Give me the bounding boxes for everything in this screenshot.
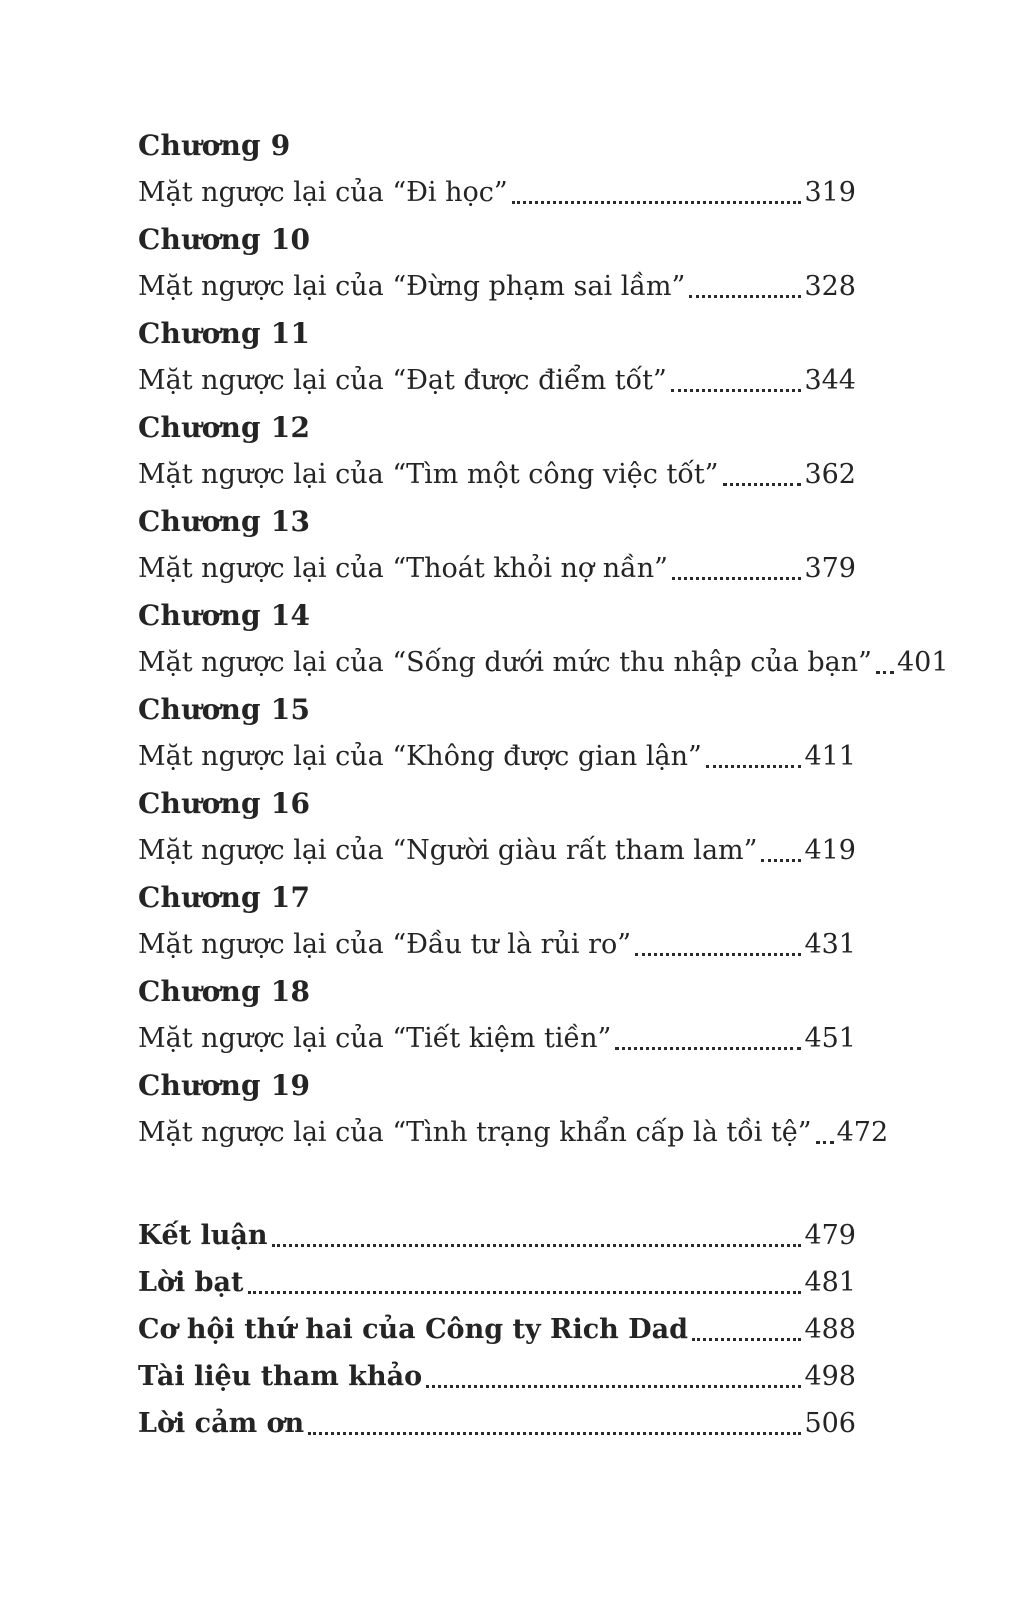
chapter-heading: Chương 13: [138, 505, 311, 538]
toc-chapter-block: [138, 968, 856, 1062]
toc-entry: [138, 451, 856, 498]
dotted-leader: [512, 201, 802, 204]
toc-chapter-block: [138, 1062, 889, 1156]
dotted-leader: [876, 671, 894, 674]
back-matter-title: Tài liệu tham khảo: [138, 1361, 423, 1392]
chapter-list: [138, 122, 949, 1156]
dotted-leader: [816, 1141, 834, 1144]
page-number: 344: [804, 365, 856, 396]
toc-entry: [138, 169, 856, 216]
dotted-leader: [672, 577, 802, 580]
dotted-leader: [248, 1291, 802, 1294]
toc-entry: [138, 639, 949, 686]
page-number: 431: [804, 929, 856, 960]
chapter-heading: Chương 10: [138, 223, 311, 256]
back-matter-title: Lời bạt: [138, 1267, 244, 1298]
chapter-heading: Chương 19: [138, 1069, 311, 1102]
toc-entry: [138, 545, 856, 592]
toc-chapter-block: [138, 592, 949, 686]
page-number: 319: [804, 177, 856, 208]
chapter-title: Mặt ngược lại của “Đạt được điểm tốt”: [138, 365, 667, 396]
page-number: 328: [804, 271, 856, 302]
chapter-heading: Chương 15: [138, 693, 311, 726]
back-matter-title: Kết luận: [138, 1220, 268, 1251]
chapter-title: Mặt ngược lại của “Tình trạng khẩn cấp là tồi tệ”: [138, 1117, 812, 1148]
page-number: 451: [804, 1023, 856, 1054]
chapter-title: Mặt ngược lại của “Đừng phạm sai lầm”: [138, 271, 686, 302]
toc-chapter-block: [138, 874, 856, 968]
toc-entry: [138, 263, 856, 310]
dotted-leader: [308, 1432, 801, 1435]
chapter-title: Mặt ngược lại của “Tiết kiệm tiền”: [138, 1023, 612, 1054]
toc-chapter-block: [138, 216, 856, 310]
toc-entry: [138, 1400, 856, 1447]
page-number: 479: [804, 1220, 856, 1251]
dotted-leader: [723, 483, 802, 486]
page-number: 472: [836, 1117, 889, 1148]
toc-entry: [138, 733, 856, 780]
toc-entry: [138, 1353, 856, 1400]
toc-entry: [138, 1212, 856, 1259]
page-number: 419: [804, 835, 856, 866]
dotted-leader: [426, 1385, 801, 1388]
toc-chapter-block: [138, 780, 856, 874]
chapter-heading: Chương 9: [138, 129, 291, 162]
page-number: 481: [804, 1267, 856, 1298]
toc-entry: [138, 1259, 856, 1306]
toc-entry: [138, 1109, 889, 1156]
toc-chapter-block: [138, 310, 856, 404]
chapter-heading: Chương 16: [138, 787, 311, 820]
chapter-heading: Chương 11: [138, 317, 311, 350]
page-number: 411: [804, 741, 856, 772]
dotted-leader: [689, 295, 801, 298]
back-matter-list: [138, 1212, 856, 1447]
chapter-title: Mặt ngược lại của “Không được gian lận”: [138, 741, 702, 772]
page-number: 362: [804, 459, 856, 490]
page-number: 401: [896, 647, 949, 678]
chapter-heading: Chương 17: [138, 881, 311, 914]
toc-chapter-block: [138, 404, 856, 498]
dotted-leader: [671, 389, 802, 392]
dotted-leader: [615, 1047, 801, 1050]
chapter-heading: Chương 12: [138, 411, 311, 444]
chapter-heading: Chương 18: [138, 975, 311, 1008]
back-matter-title: Cơ hội thứ hai của Công ty Rich Dad: [138, 1314, 688, 1345]
chapter-title: Mặt ngược lại của “Sống dưới mức thu nhập của bạn”: [138, 647, 872, 678]
toc-chapter-block: [138, 122, 856, 216]
toc-entry: [138, 1015, 856, 1062]
dotted-leader: [272, 1244, 802, 1247]
toc-entry: [138, 357, 856, 404]
page-number: 498: [804, 1361, 856, 1392]
dotted-leader: [761, 859, 801, 862]
chapter-title: Mặt ngược lại của “Người giàu rất tham lam”: [138, 835, 758, 866]
toc-chapter-block: [138, 498, 856, 592]
toc-chapter-block: [138, 686, 856, 780]
chapter-title: Mặt ngược lại của “Tìm một công việc tốt”: [138, 459, 719, 490]
dotted-leader: [635, 953, 801, 956]
chapter-heading: Chương 14: [138, 599, 311, 632]
chapter-title: Mặt ngược lại của “Đầu tư là rủi ro”: [138, 929, 632, 960]
back-matter-title: Lời cảm ơn: [138, 1408, 305, 1439]
dotted-leader: [706, 765, 802, 768]
dotted-leader: [692, 1338, 801, 1341]
toc-entry: [138, 827, 856, 874]
toc-entry: [138, 921, 856, 968]
page-number: 488: [804, 1314, 856, 1345]
chapter-title: Mặt ngược lại của “Thoát khỏi nợ nần”: [138, 553, 668, 584]
page-number: 506: [804, 1408, 856, 1439]
page-number: 379: [804, 553, 856, 584]
chapter-title: Mặt ngược lại của “Đi học”: [138, 177, 508, 208]
toc-entry: [138, 1306, 856, 1353]
